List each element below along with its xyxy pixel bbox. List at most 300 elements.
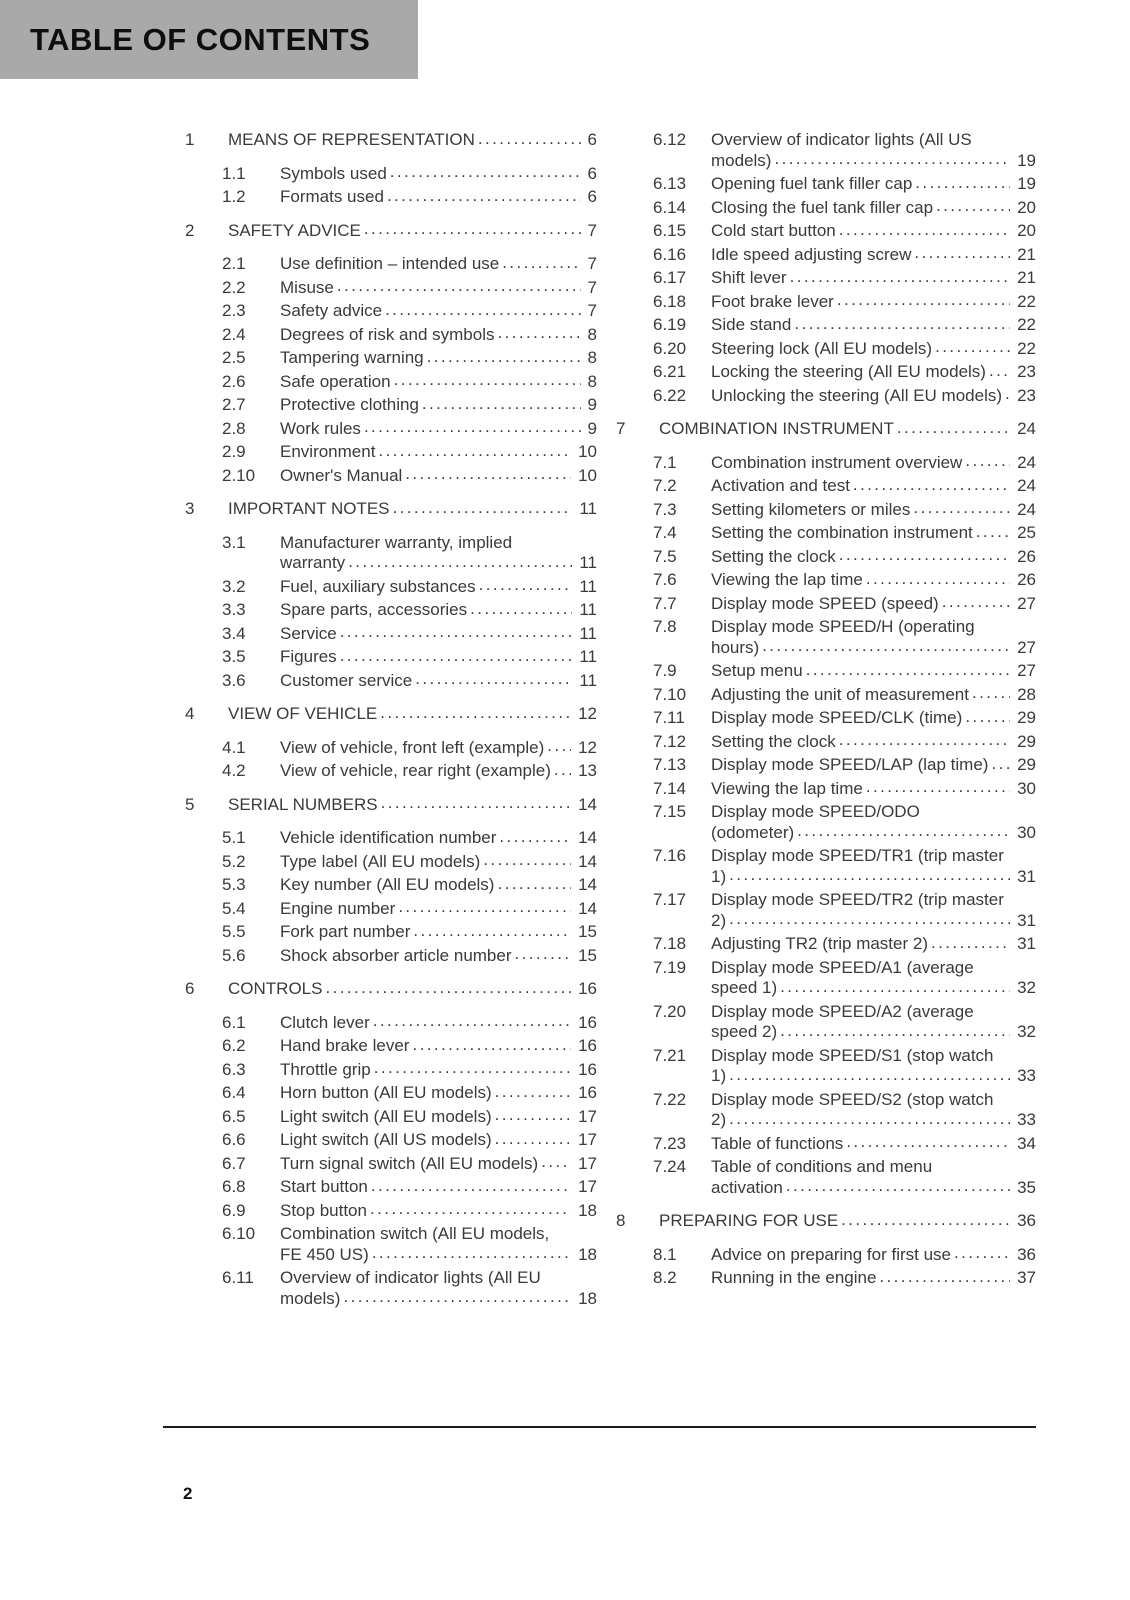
toc-entry-number: 2.6 bbox=[222, 371, 246, 391]
toc-entry-number: 6.10 bbox=[222, 1224, 256, 1243]
toc-entry-number: 6.22 bbox=[653, 385, 687, 405]
toc-entry-page: 16 bbox=[571, 1083, 597, 1104]
toc-section-row[interactable] bbox=[653, 1134, 1036, 1155]
toc-section-row[interactable] bbox=[222, 852, 597, 873]
toc-section-row[interactable] bbox=[222, 828, 597, 849]
toc-entry-title: Closing the fuel tank filler cap bbox=[711, 197, 934, 217]
toc-entry-number: 2.9 bbox=[222, 442, 246, 461]
dot-leader-dots bbox=[422, 395, 597, 414]
toc-entry-title: Fork part number bbox=[280, 922, 411, 941]
toc-section-row[interactable] bbox=[653, 846, 1036, 887]
dot-leader-dots bbox=[364, 221, 597, 240]
toc-entry-number: 6.19 bbox=[653, 315, 687, 334]
toc-chapter-row[interactable] bbox=[185, 979, 597, 1000]
toc-entry-page: 8 bbox=[581, 348, 597, 369]
toc-entry-title: View of vehicle, front left (example) bbox=[280, 737, 545, 757]
toc-entry-page: 14 bbox=[571, 899, 597, 920]
toc-entry-number: 7.20 bbox=[653, 1001, 687, 1021]
toc-section-row[interactable] bbox=[653, 934, 1036, 955]
toc-entry-page: 8 bbox=[581, 372, 597, 393]
toc-section-row[interactable] bbox=[653, 547, 1036, 568]
toc-entry-page: 7 bbox=[581, 278, 597, 299]
toc-entry-page: 20 bbox=[1010, 198, 1036, 219]
toc-entry-body bbox=[711, 1046, 1036, 1087]
toc-entry-body bbox=[280, 1154, 597, 1175]
toc-section-row[interactable] bbox=[653, 1046, 1036, 1087]
toc-entry-body bbox=[280, 533, 597, 574]
toc-entry-title: Display mode SPEED/A2 (average speed 2) bbox=[711, 1001, 974, 1041]
toc-section-row[interactable] bbox=[653, 755, 1036, 776]
toc-section-row[interactable] bbox=[653, 1157, 1036, 1198]
toc-entry-page: 27 bbox=[1010, 638, 1036, 659]
toc-entry-page: 16 bbox=[571, 1036, 597, 1057]
toc-entry-title: Adjusting TR2 (trip master 2) bbox=[711, 934, 928, 953]
dot-leader-dots bbox=[846, 1134, 1036, 1153]
toc-chapter-row[interactable] bbox=[185, 221, 597, 242]
toc-section-row[interactable] bbox=[653, 362, 1036, 383]
toc-entry-number: 3.1 bbox=[222, 532, 246, 552]
toc-entry-page: 36 bbox=[1010, 1245, 1036, 1266]
dot-leader-dots bbox=[387, 187, 597, 206]
toc-entry-title: Advice on preparing for first use bbox=[711, 1244, 952, 1264]
toc-section-row[interactable] bbox=[222, 1224, 597, 1265]
toc-entry-number: 6.2 bbox=[222, 1036, 246, 1055]
toc-entry-title: Setup menu bbox=[711, 661, 803, 680]
toc-entry-page: 18 bbox=[571, 1201, 597, 1222]
toc-entry-number: 5.6 bbox=[222, 945, 246, 965]
toc-entry-body bbox=[280, 254, 597, 275]
toc-entry-number: 7.16 bbox=[653, 846, 687, 865]
dot-leader-dots bbox=[839, 221, 1036, 240]
toc-entry-title: Setting the combination instrument bbox=[711, 523, 973, 542]
toc-section-row[interactable] bbox=[222, 1083, 597, 1104]
toc-section-row[interactable] bbox=[653, 386, 1036, 407]
toc-entry-title: Side stand bbox=[711, 315, 792, 334]
toc-section-row[interactable] bbox=[653, 292, 1036, 313]
toc-chapter-row[interactable] bbox=[185, 704, 597, 725]
toc-section-row[interactable] bbox=[653, 315, 1036, 336]
toc-entry-body bbox=[711, 802, 1036, 843]
toc-entry-body bbox=[711, 1090, 1036, 1131]
toc-entry-page: 24 bbox=[1010, 476, 1036, 497]
toc-entry-page: 27 bbox=[1010, 594, 1036, 615]
toc-section-row[interactable] bbox=[653, 779, 1036, 800]
toc-entry-page: 16 bbox=[571, 1013, 597, 1034]
toc-entry-title: Key number (All EU models) bbox=[280, 875, 495, 894]
toc-entry-number: 7.3 bbox=[653, 499, 677, 519]
toc-entry-number: 3.2 bbox=[222, 576, 246, 596]
toc-entry-page: 6 bbox=[581, 130, 597, 151]
dot-leader-dots bbox=[839, 732, 1036, 751]
toc-entry-number: 7.2 bbox=[653, 476, 677, 495]
toc-section-row[interactable] bbox=[653, 268, 1036, 289]
toc-entry-page: 11 bbox=[572, 647, 597, 668]
toc-section-row[interactable] bbox=[222, 1036, 597, 1057]
toc-section-row[interactable] bbox=[653, 174, 1036, 195]
toc-section-row[interactable] bbox=[222, 1201, 597, 1222]
toc-section-row[interactable] bbox=[222, 1013, 597, 1034]
toc-entry-page: 6 bbox=[581, 164, 597, 185]
toc-entry-body bbox=[711, 570, 1036, 591]
toc-section-row[interactable] bbox=[653, 661, 1036, 682]
toc-entry-number: 6.7 bbox=[222, 1153, 246, 1173]
toc-entry-number: 6.9 bbox=[222, 1200, 246, 1220]
toc-entry-title: Display mode SPEED/ODO (odometer) bbox=[711, 802, 920, 842]
toc-section-row[interactable] bbox=[653, 570, 1036, 591]
toc-entry-page: 17 bbox=[571, 1107, 597, 1128]
toc-entry-number: 6.14 bbox=[653, 197, 687, 217]
toc-chapter-row[interactable] bbox=[616, 1211, 1036, 1232]
toc-entry-title: Display mode SPEED/S2 (stop watch 2) bbox=[711, 1089, 994, 1129]
dot-leader-dots bbox=[837, 292, 1036, 311]
toc-entry-title: Viewing the lap time bbox=[711, 778, 863, 798]
toc-entry-body bbox=[228, 979, 597, 1000]
toc-section-row[interactable] bbox=[653, 890, 1036, 931]
toc-entry-body bbox=[280, 624, 597, 645]
toc-section-row[interactable] bbox=[222, 419, 597, 440]
toc-section-row[interactable] bbox=[222, 647, 597, 668]
toc-entry-body bbox=[711, 685, 1036, 706]
toc-entry-number: 7.22 bbox=[653, 1089, 687, 1109]
toc-entry-body bbox=[280, 738, 597, 759]
dot-leader-dots bbox=[794, 315, 1036, 334]
toc-entry-body bbox=[280, 466, 597, 487]
toc-entry-number: 6.18 bbox=[653, 291, 687, 311]
toc-entry-number: 8.1 bbox=[653, 1244, 677, 1264]
toc-entry-title: Degrees of risk and symbols bbox=[280, 324, 495, 344]
toc-entry-title: Combination switch (All EU models, FE 450 US) bbox=[280, 1224, 550, 1264]
toc-section-row[interactable] bbox=[222, 395, 597, 416]
toc-entry-title: Shift lever bbox=[711, 268, 787, 287]
toc-entry-page: 32 bbox=[1010, 978, 1036, 999]
toc-entry-title: PREPARING FOR USE bbox=[659, 1211, 839, 1230]
toc-entry-title: Manufacturer warranty, implied warranty bbox=[280, 532, 513, 572]
toc-section-row[interactable] bbox=[653, 958, 1036, 999]
toc-entry-page: 17 bbox=[571, 1130, 597, 1151]
toc-entry-number: 7.8 bbox=[653, 617, 677, 636]
toc-section-row[interactable] bbox=[653, 594, 1036, 615]
toc-entry-number: 6.4 bbox=[222, 1083, 246, 1102]
toc-entry-title: Foot brake lever bbox=[711, 291, 834, 311]
dot-leader-dots bbox=[372, 1243, 597, 1264]
dot-leader-dots bbox=[729, 909, 1036, 930]
toc-entry-title: MEANS OF REPRESENTATION bbox=[228, 130, 475, 149]
toc-entry-body bbox=[711, 221, 1036, 242]
toc-entry-page: 27 bbox=[1010, 661, 1036, 682]
toc-section-row[interactable] bbox=[653, 221, 1036, 242]
page-title: TABLE OF CONTENTS bbox=[30, 21, 371, 57]
dot-leader-dots bbox=[729, 1109, 1036, 1130]
dot-leader-dots bbox=[780, 1021, 1036, 1042]
toc-entry-title: Start button bbox=[280, 1177, 368, 1196]
toc-entry-number: 6.13 bbox=[653, 174, 687, 193]
toc-section-row[interactable] bbox=[653, 339, 1036, 360]
toc-section-row[interactable] bbox=[653, 1245, 1036, 1266]
toc-section-row[interactable] bbox=[222, 1130, 597, 1151]
dot-leader-dots bbox=[405, 466, 597, 485]
toc-entry-title: Turn signal switch (All EU models) bbox=[280, 1153, 539, 1173]
toc-entry-title: Display mode SPEED/A1 (average speed 1) bbox=[711, 957, 974, 997]
toc-entry-page: 26 bbox=[1010, 570, 1036, 591]
toc-section-row[interactable] bbox=[222, 577, 597, 598]
toc-entry-body bbox=[711, 708, 1036, 729]
toc-entry-body bbox=[280, 1083, 597, 1104]
toc-entry-body bbox=[659, 419, 1036, 440]
dot-leader-dots bbox=[340, 624, 597, 643]
toc-entry-body bbox=[711, 755, 1036, 776]
toc-section-row[interactable] bbox=[222, 348, 597, 369]
toc-entry-body bbox=[228, 221, 597, 242]
toc-entry-body bbox=[280, 671, 597, 692]
dot-leader-dots bbox=[780, 977, 1036, 998]
toc-entry-page: 22 bbox=[1010, 339, 1036, 360]
toc-entry-page: 34 bbox=[1010, 1134, 1036, 1155]
dot-leader-dots bbox=[853, 476, 1036, 495]
toc-section-row[interactable] bbox=[653, 685, 1036, 706]
toc-section-row[interactable] bbox=[222, 738, 597, 759]
toc-section-row[interactable] bbox=[222, 1060, 597, 1081]
toc-entry-page: 11 bbox=[572, 499, 597, 520]
toc-section-row[interactable] bbox=[653, 708, 1036, 729]
toc-entry-title: Idle speed adjusting screw bbox=[711, 244, 912, 264]
toc-entry-body bbox=[711, 890, 1036, 931]
dot-leader-dots bbox=[371, 1177, 597, 1196]
toc-section-row[interactable] bbox=[222, 1177, 597, 1198]
toc-section-row[interactable] bbox=[653, 198, 1036, 219]
dot-leader-dots bbox=[394, 372, 597, 391]
toc-entry-page: 16 bbox=[571, 1060, 597, 1081]
toc-entry-page: 10 bbox=[571, 466, 597, 487]
toc-entry-page: 18 bbox=[571, 1245, 597, 1266]
toc-section-row[interactable] bbox=[222, 301, 597, 322]
toc-section-row[interactable] bbox=[222, 922, 597, 943]
toc-entry-body bbox=[280, 442, 597, 463]
toc-entry-page: 24 bbox=[1010, 500, 1036, 521]
toc-entry-number: 7.11 bbox=[653, 708, 685, 727]
toc-entry-number: 3.3 bbox=[222, 600, 246, 619]
toc-entry-title: Safety advice bbox=[280, 301, 383, 320]
toc-entry-number: 2.1 bbox=[222, 254, 246, 273]
toc-entry-title: Engine number bbox=[280, 898, 396, 918]
toc-entry-page: 21 bbox=[1010, 268, 1036, 289]
toc-column-left bbox=[185, 130, 597, 1312]
toc-section-row[interactable] bbox=[653, 523, 1036, 544]
toc-entry-page: 24 bbox=[1010, 453, 1036, 474]
toc-entry-page: 10 bbox=[571, 442, 597, 463]
toc-section-row[interactable] bbox=[222, 164, 597, 185]
toc-section-row[interactable] bbox=[222, 442, 597, 463]
toc-entry-body bbox=[711, 846, 1036, 887]
toc-column-right bbox=[616, 130, 1036, 1312]
toc-entry-number: 6.8 bbox=[222, 1177, 246, 1196]
toc-entry-number: 6 bbox=[185, 979, 195, 998]
toc-section-row[interactable] bbox=[222, 875, 597, 896]
toc-entry-number: 7.14 bbox=[653, 778, 687, 798]
toc-entry-body bbox=[711, 198, 1036, 219]
toc-section-row[interactable] bbox=[222, 761, 597, 782]
toc-entry-page: 11 bbox=[572, 553, 597, 574]
toc-section-row[interactable] bbox=[222, 372, 597, 393]
toc-entry-page: 23 bbox=[1010, 362, 1036, 383]
toc-entry-body bbox=[280, 1060, 597, 1081]
toc-entry-number: 5.1 bbox=[222, 828, 246, 847]
toc-section-row[interactable] bbox=[653, 1090, 1036, 1131]
toc-entry-number: 2.4 bbox=[222, 324, 246, 344]
toc-section-row[interactable] bbox=[222, 899, 597, 920]
toc-entry-number: 3 bbox=[185, 499, 195, 518]
toc-entry-body bbox=[711, 130, 1036, 171]
toc-entry-title: Horn button (All EU models) bbox=[280, 1083, 492, 1102]
toc-section-row[interactable] bbox=[653, 617, 1036, 658]
toc-entry-title: Shock absorber article number bbox=[280, 945, 512, 965]
toc-section-row[interactable] bbox=[653, 476, 1036, 497]
toc-entry-title: Display mode SPEED (speed) bbox=[711, 593, 939, 613]
toc-entry-number: 6.21 bbox=[653, 362, 687, 381]
toc-entry-title: IMPORTANT NOTES bbox=[228, 499, 390, 518]
toc-entry-number: 6.16 bbox=[653, 244, 687, 264]
toc-section-row[interactable] bbox=[222, 466, 597, 487]
toc-entry-page: 14 bbox=[571, 875, 597, 896]
toc-entry-title: Combination instrument overview bbox=[711, 452, 963, 472]
toc-section-row[interactable] bbox=[222, 278, 597, 299]
dot-leader-dots bbox=[729, 865, 1036, 886]
toc-entry-number: 7.12 bbox=[653, 731, 687, 751]
toc-entry-title: Table of conditions and menu activation bbox=[711, 1157, 933, 1197]
toc-entry-number: 2.3 bbox=[222, 301, 246, 320]
toc-entry-page: 9 bbox=[581, 395, 597, 416]
toc-entry-number: 7.17 bbox=[653, 890, 687, 909]
dot-leader-dots bbox=[398, 899, 597, 918]
toc-entry-number: 7.6 bbox=[653, 570, 677, 589]
toc-section-row[interactable] bbox=[222, 533, 597, 574]
toc-entry-title: Environment bbox=[280, 442, 376, 461]
toc-entry-number: 7.21 bbox=[653, 1045, 687, 1065]
toc-entry-page: 18 bbox=[571, 1289, 597, 1310]
dot-leader-dots bbox=[390, 164, 597, 183]
toc-entry-title: Work rules bbox=[280, 418, 361, 438]
toc-entry-title: Setting the clock bbox=[711, 731, 836, 751]
dot-leader-dots bbox=[790, 268, 1036, 287]
toc-section-row[interactable] bbox=[653, 245, 1036, 266]
toc-entry-title: Stop button bbox=[280, 1200, 367, 1220]
toc-entry-body bbox=[280, 1130, 597, 1151]
dot-leader-dots bbox=[343, 1287, 597, 1308]
toc-section-row[interactable] bbox=[653, 130, 1036, 171]
toc-entry-body bbox=[711, 500, 1036, 521]
toc-section-row[interactable] bbox=[222, 325, 597, 346]
dot-leader-dots bbox=[385, 301, 597, 320]
toc-entry-body bbox=[228, 130, 597, 151]
toc-entry-title: Locking the steering (All EU models) bbox=[711, 362, 986, 381]
dot-leader-dots bbox=[478, 130, 597, 149]
toc-entry-number: 5.2 bbox=[222, 851, 246, 871]
toc-entry-body bbox=[711, 779, 1036, 800]
toc-entry-number: 6.17 bbox=[653, 268, 687, 287]
toc-entry-title: Protective clothing bbox=[280, 395, 419, 414]
dot-leader-dots bbox=[413, 922, 597, 941]
toc-entry-title: Spare parts, accessories bbox=[280, 600, 468, 619]
toc-entry-page: 19 bbox=[1010, 151, 1036, 172]
toc-chapter-row[interactable] bbox=[185, 130, 597, 151]
toc-entry-number: 7.18 bbox=[653, 934, 687, 953]
toc-entry-title: Display mode SPEED/TR1 (trip master 1) bbox=[711, 846, 1004, 886]
toc-entry-body bbox=[228, 704, 597, 725]
toc-entry-title: Overview of indicator lights (All EU models) bbox=[280, 1268, 541, 1308]
toc-entry-title: Throttle grip bbox=[280, 1059, 371, 1079]
toc-entry-number: 6.6 bbox=[222, 1130, 246, 1149]
toc-entry-body bbox=[659, 1211, 1036, 1232]
toc-entry-page: 16 bbox=[571, 979, 597, 1000]
toc-entry-body bbox=[280, 828, 597, 849]
toc-entry-number: 6.12 bbox=[653, 130, 687, 149]
dot-leader-dots bbox=[393, 499, 597, 518]
toc-section-row[interactable] bbox=[653, 1268, 1036, 1289]
toc-entry-title: Setting kilometers or miles bbox=[711, 499, 911, 519]
toc-entry-body bbox=[280, 647, 597, 668]
dot-leader-dots bbox=[415, 671, 597, 690]
toc-entry-page: 12 bbox=[571, 738, 597, 759]
toc-section-row[interactable] bbox=[222, 187, 597, 208]
dot-leader-dots bbox=[325, 979, 597, 998]
toc-entry-page: 11 bbox=[572, 600, 597, 621]
toc-section-row[interactable] bbox=[653, 500, 1036, 521]
toc-entry-body bbox=[711, 732, 1036, 753]
toc-section-row[interactable] bbox=[222, 624, 597, 645]
toc-entry-body bbox=[711, 174, 1036, 195]
toc-entry-page: 31 bbox=[1010, 867, 1036, 888]
toc-entry-number: 7.5 bbox=[653, 546, 677, 566]
toc-entry-body bbox=[280, 278, 597, 299]
toc-entry-page: 7 bbox=[581, 221, 597, 242]
dot-leader-dots bbox=[380, 704, 597, 723]
toc-entry-page: 14 bbox=[571, 852, 597, 873]
toc-section-row[interactable] bbox=[222, 1107, 597, 1128]
toc-chapter-row[interactable] bbox=[185, 795, 597, 816]
toc-section-row[interactable] bbox=[653, 453, 1036, 474]
toc-entry-number: 3.6 bbox=[222, 670, 246, 690]
toc-section-row[interactable] bbox=[653, 802, 1036, 843]
toc-section-row[interactable] bbox=[222, 1268, 597, 1309]
toc-entry-body bbox=[711, 268, 1036, 289]
toc-chapter-row[interactable] bbox=[616, 419, 1036, 440]
toc-section-row[interactable] bbox=[653, 1002, 1036, 1043]
toc-section-row[interactable] bbox=[222, 600, 597, 621]
toc-entry-number: 4.2 bbox=[222, 761, 246, 780]
toc-entry-title: Adjusting the unit of measurement bbox=[711, 684, 969, 704]
dot-leader-dots bbox=[427, 348, 597, 367]
toc-entry-number: 7.10 bbox=[653, 684, 687, 704]
toc-entry-title: Cold start button bbox=[711, 221, 836, 240]
toc-section-row[interactable] bbox=[222, 671, 597, 692]
toc-entry-number: 3.5 bbox=[222, 647, 246, 666]
toc-entry-page: 22 bbox=[1010, 292, 1036, 313]
toc-entry-body bbox=[711, 453, 1036, 474]
toc-entry-body bbox=[280, 875, 597, 896]
toc-entry-page: 26 bbox=[1010, 547, 1036, 568]
toc-entry-page: 22 bbox=[1010, 315, 1036, 336]
toc-section-row[interactable] bbox=[222, 254, 597, 275]
toc-entry-page: 14 bbox=[571, 795, 597, 816]
toc-entry-title: Table of functions bbox=[711, 1133, 844, 1153]
toc-entry-page: 35 bbox=[1010, 1178, 1036, 1199]
toc-section-row[interactable] bbox=[222, 946, 597, 967]
toc-entry-page: 37 bbox=[1010, 1268, 1036, 1289]
toc-section-row[interactable] bbox=[653, 732, 1036, 753]
toc-entry-body bbox=[711, 547, 1036, 568]
toc-section-row[interactable] bbox=[222, 1154, 597, 1175]
toc-chapter-row[interactable] bbox=[185, 499, 597, 520]
toc-entry-page: 12 bbox=[571, 704, 597, 725]
